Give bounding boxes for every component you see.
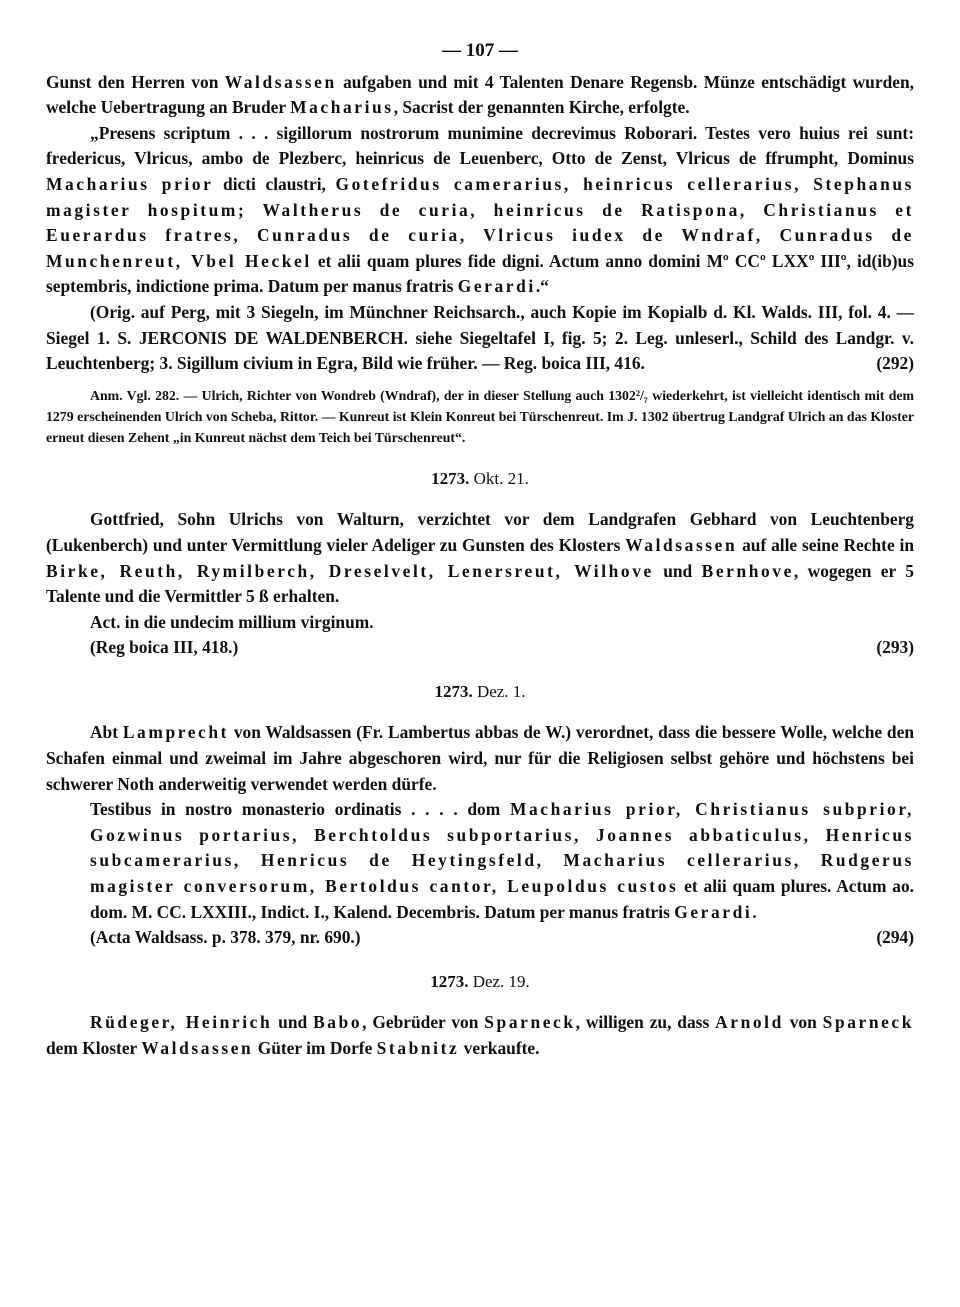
entry-293-paragraph-2: Act. in die undecim millium virginum. bbox=[90, 611, 374, 632]
entry-294-number: (294) bbox=[876, 927, 914, 948]
entry-295-date: 1273. Dez. 19. bbox=[430, 971, 530, 991]
entry-292-annotation: Anm. Vgl. 282. — Ulrich, Richter von Wondreb (Wndraf), der in dieser Stellung auch 1302²/₇ wiederkehrt, ist vielleicht identisch mit dem 1279 erscheinenden Ulrich von Scheba, Rittor. — Kunreut ist Klein Konreut bei Türschenreut. Im J. 1302 übertrug Landgraf Ulrich an das Kloster erneut diesen Zehent „in Kunreut nächst dem Teich bei Türschenreut“. bbox=[46, 387, 914, 445]
entry-293-date: 1273. Okt. 21. bbox=[431, 468, 529, 488]
entry-293-source: (Reg boica III, 418.) bbox=[90, 637, 239, 658]
entry-292-source: (Orig. auf Perg, mit 3 Siegeln, im Münchner Reichsarch., auch Kopie im Kopialb d. Kl. Walds. III, fol. 4. — Siegel 1. S. JERCONIS DE WALDENBERCH. siehe Siegeltafel I, fig. 5; 2. Leg. unleserl., Schild des Landgr. v. Leuchtenberg; 3. Sigillum civium in Egra, Bild wie früher. — Reg. boica III, 416. (292) bbox=[46, 300, 914, 377]
entry-292-charter-text: „Presens scriptum . . . sigillorum nostrorum munimine decrevimus Roborari. Testes vero huius rei sunt: fredericus, Vlricus, ambo de Plezberc, heinricus de Leuenberc, Otto de Zenst, Vlricus de ffrumpht, Dominus Macharius prior dicti claustri, Gotefridus camerarius, heinricus cellerarius, Stephanus magister hospitum; Waltherus de curia, heinricus de Ratispona, Christianus et Euerardus fratres, Cunradus de curia, Vlricus iudex de Wndraf, Cunradus de Munchenreut, Vbel Heckel et alii quam plures fide digni. Actum anno domini Mº CCº LXXº IIIº, id(ib)us septembris, indictione prima. Datum per manus fratris Gerardi.“ bbox=[46, 122, 915, 297]
entry-294-source-row bbox=[46, 925, 914, 951]
page-number: — 107 — bbox=[442, 40, 518, 61]
entry-294-source: (Acta Waldsass. p. 378. 379, nr. 690.) bbox=[90, 927, 361, 948]
entry-293-number: (293) bbox=[876, 637, 914, 658]
document-page bbox=[46, 38, 914, 1062]
entry-293-paragraph-1: Gottfried, Sohn Ulrichs von Walturn, verzichtet vor dem Landgrafen Gebhard von Leuchtenberg (Lukenberch) und unter Vermittlung vieler Adeliger zu Gunsten des Klosters Waldsassen auf alle seine Rechte in Birke, Reuth, Rymilberch, Dreselvelt, Lenersreut, Wilhove und Bernhove, wogegen er 5 Talente und die Vermittler 5 ß erhalten. bbox=[46, 509, 914, 607]
entry-293-source-row bbox=[46, 635, 914, 661]
entry-294-date: 1273. Dez. 1. bbox=[434, 681, 526, 701]
entry-294-paragraph-2: Testibus in nostro monasterio ordinatis . . . . dom Macharius prior, Christianus subprior, Gozwinus portarius, Berchtoldus subportarius, Joannes abbaticulus, Henricus subcamerarius, Henricus de Heytingsfeld, Macharius cellerarius, Rudgerus magister conversorum, Bertoldus cantor, Leupoldus custos et alii quam plures. Actum ao. dom. M. CC. LXXIII., Indict. I., Kalend. Decembris. Datum per manus fratris Gerardi. bbox=[90, 799, 915, 922]
entry-292-number: (292) bbox=[876, 353, 914, 374]
entry-294-paragraph-1: Abt Lamprecht von Waldsassen (Fr. Lambertus abbas de W.) verordnet, dass die bessere Wolle, welche den Schafen einmal und zweimal im Jahre abgeschoren wird, nur für die Religiosen selbst gehöre und höchstens bei schwerer Noth anderweitig verwendet werden dürfe. bbox=[46, 722, 914, 794]
entry-295-paragraph-1: Rüdeger, Heinrich und Babo, Gebrüder von Sparneck, willigen zu, dass Arnold von Sparneck dem Kloster Waldsassen Güter im Dorfe Stabnitz verkaufte. bbox=[46, 1012, 915, 1058]
entry-292-paragraph-1: Gunst den Herren von Waldsassen aufgaben und mit 4 Talenten Denare Regensb. Münze entschädigt wurden, welche Uebertragung an Bruder Macharius, Sacrist der genannten Kirche, erfolgte. bbox=[46, 71, 914, 118]
